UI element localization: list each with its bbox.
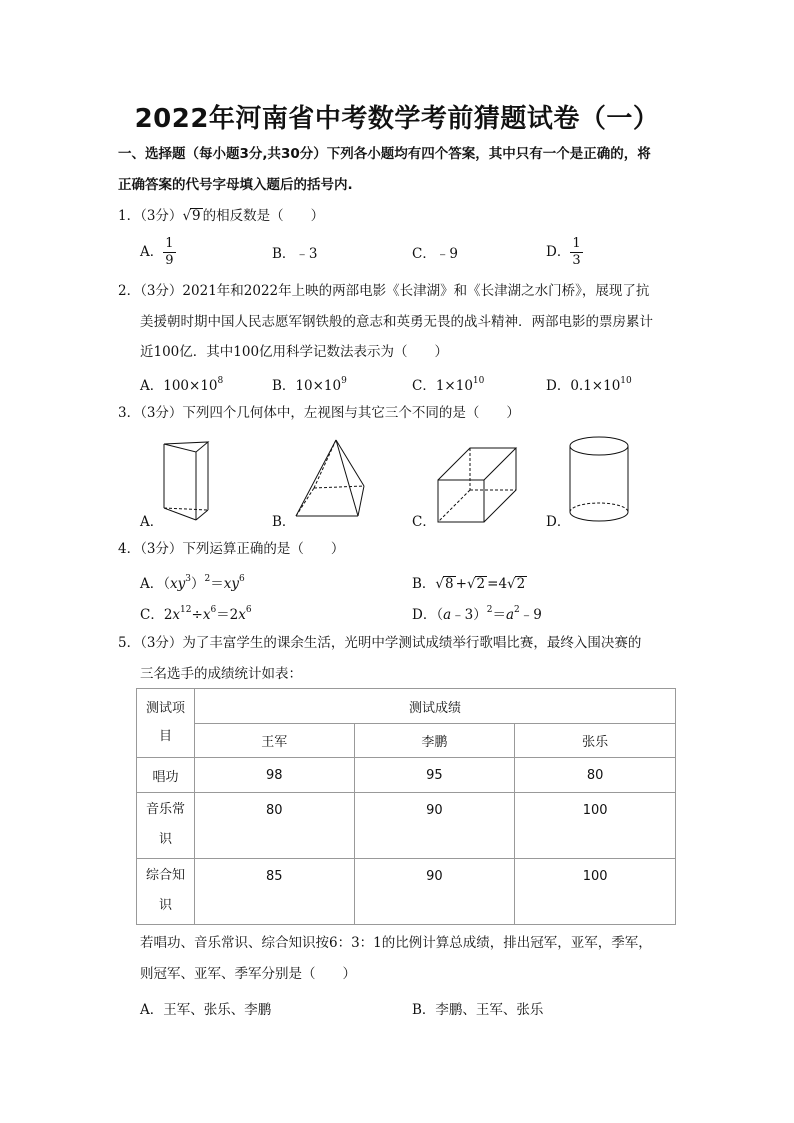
q2-c-exp: 10 xyxy=(472,376,485,386)
q4-c-var3: x xyxy=(238,607,246,623)
q4-c-var1: x xyxy=(172,607,181,623)
cylinder-figure xyxy=(566,434,632,526)
q4-option-a xyxy=(140,572,245,592)
q1-d-numerator: 1 xyxy=(572,236,581,251)
table-header-row-2 xyxy=(137,724,676,758)
table-corner-line-1: 测试项 xyxy=(145,701,185,716)
row-2-label-line-2: 识 xyxy=(158,832,172,847)
q4-a-mid: ） xyxy=(190,576,205,592)
question-4: 4．（3分）下列运算正确的是（ ） xyxy=(118,541,345,557)
q1-option-a-label: A． xyxy=(140,244,164,260)
q1-option-d xyxy=(546,236,583,269)
q1-option-d-fraction xyxy=(570,236,582,269)
q1-a-numerator: 1 xyxy=(165,236,174,251)
q4-a-exp1: 3 xyxy=(185,574,191,584)
row-1-label-line-1: 唱功 xyxy=(152,769,179,785)
table-row xyxy=(137,758,676,793)
question-2-line-3: 近100亿．其中100亿用科学记数法表示为（ ） xyxy=(140,344,449,360)
q1-option-a-fraction xyxy=(163,236,175,269)
q4-c-div: ÷ xyxy=(191,607,203,623)
table-cell: 80 xyxy=(515,758,676,793)
q5-option-b: B．李鹏、王军、张乐 xyxy=(412,1002,544,1018)
table-row-label xyxy=(137,758,195,793)
q3-option-a: A． xyxy=(140,514,164,530)
table-header-row-1 xyxy=(137,689,676,724)
q4-option-d xyxy=(412,603,542,623)
table-cell: 100 xyxy=(515,859,676,925)
q4-b-plus: + xyxy=(455,576,467,592)
cuboid-figure xyxy=(434,442,524,526)
q4-d-var2: a xyxy=(505,607,515,623)
q1-radicand: 9 xyxy=(192,208,201,224)
q2-option-a xyxy=(140,374,223,394)
question-5-after-1: 若唱功、音乐常识、综合知识按6：3：1的比例计算总成绩，排出冠军，亚军，季军， xyxy=(140,935,652,951)
q4-c-exp1: 12 xyxy=(180,605,192,615)
q4-d-eq: ＝ xyxy=(492,607,506,623)
table-cell: 95 xyxy=(354,758,515,793)
table-corner-line-2: 目 xyxy=(158,729,172,744)
q4-option-b xyxy=(412,572,527,592)
table-row-label xyxy=(137,793,195,859)
table-corner-cell xyxy=(137,689,195,758)
q5-option-a: A．王军、张乐、李鹏 xyxy=(140,1002,272,1018)
q4-b-eq: =4 xyxy=(487,576,508,592)
q4-a-var: xy xyxy=(170,576,186,592)
question-5-line-2: 三名选手的成绩统计如表： xyxy=(140,666,302,682)
q1-number: 1． xyxy=(118,208,141,224)
q4-d-pre: D．（ xyxy=(412,607,444,623)
q4-d-tail: ﹣9 xyxy=(519,607,542,623)
q2-b-base: B．10×10 xyxy=(272,378,342,394)
q2-a-base: A．100×10 xyxy=(140,378,218,394)
q4-b-sqrt-symbol-1: √ xyxy=(435,576,445,592)
table-cell: 85 xyxy=(194,859,354,925)
q4-c-exp2: 6 xyxy=(210,605,217,615)
q4-a-exp3: 6 xyxy=(238,574,245,584)
question-3: 3．（3分）下列四个几何体中，左视图与其它三个不同的是（ ） xyxy=(118,405,520,421)
row-3-label-line-1: 综合知 xyxy=(145,868,185,883)
triangular-prism-figure xyxy=(158,438,218,524)
q3-option-c: C． xyxy=(412,514,436,530)
q2-a-exp: 8 xyxy=(217,376,224,386)
question-2-line-1: 2．（3分）2021年和2022年上映的两部电影《长津湖》和《长津湖之水门桥》，展现了抗 xyxy=(118,283,650,299)
section-line-1: 一、选择题（每小题3分,共30分）下列各小题均有四个答案，其中只有一个是正确的，将 xyxy=(118,146,651,162)
question-5-line-1: 5．（3分）为了丰富学生的课余生活，光明中学测试成绩举行歌唱比赛，最终入围决赛的 xyxy=(118,635,642,651)
q4-d-mid: ﹣3） xyxy=(451,607,487,623)
q2-d-base: D．0.1×10 xyxy=(546,378,621,394)
q2-d-exp: 10 xyxy=(620,376,632,386)
q1-a-denominator: 9 xyxy=(165,253,174,268)
table-cell: 100 xyxy=(515,793,676,859)
q1-sqrt-symbol: √ xyxy=(182,208,192,224)
q1-option-d-label: D． xyxy=(546,244,571,260)
q1-option-a xyxy=(140,236,176,269)
q1-text: 的相反数是（ ） xyxy=(202,208,325,224)
q2-option-d xyxy=(546,374,632,394)
table-name-wangjun: 王军 xyxy=(194,724,354,758)
q1-points: （3分） xyxy=(140,208,183,224)
q4-b-sqrt-symbol-2: √ xyxy=(466,576,476,592)
question-1 xyxy=(118,201,678,231)
q2-option-c xyxy=(412,374,484,394)
q4-c-var2: x xyxy=(202,607,211,623)
table-cell: 90 xyxy=(354,859,515,925)
q4-b-radicand-3: 2 xyxy=(516,576,526,592)
q4-d-exp1: 2 xyxy=(486,605,493,615)
scores-table xyxy=(136,688,676,925)
table-cell: 98 xyxy=(194,758,354,793)
section-instructions xyxy=(118,139,678,201)
q4-d-var: a xyxy=(443,607,452,623)
q4-b-radicand-2: 2 xyxy=(476,576,486,592)
table-group-header: 测试成绩 xyxy=(194,689,675,724)
q4-a-eq: ＝ xyxy=(210,576,224,592)
row-3-label-line-2: 识 xyxy=(158,898,172,913)
q3-option-d: D． xyxy=(546,514,571,530)
row-2-label-line-1: 音乐常 xyxy=(145,802,185,817)
q1-option-b: B．﹣3 xyxy=(272,246,318,262)
q2-c-base: C．1×10 xyxy=(412,378,473,394)
page-title: 2022年河南省中考数学考前猜题试卷（一） xyxy=(134,104,660,134)
q4-option-c xyxy=(140,603,252,623)
q4-b-radicand-1: 8 xyxy=(445,576,454,592)
table-cell: 80 xyxy=(194,793,354,859)
q4-b-label: B． xyxy=(412,576,436,592)
q4-c-label: C．2 xyxy=(140,607,173,623)
q2-option-b xyxy=(272,374,347,394)
q2-b-exp: 9 xyxy=(341,376,347,386)
question-2-line-2: 美援朝时期中国人民志愿军钢铁般的意志和英勇无畏的战斗精神．两部电影的票房累计 xyxy=(140,314,653,330)
table-cell: 90 xyxy=(354,793,515,859)
pyramid-figure xyxy=(292,436,372,526)
q4-d-exp2: 2 xyxy=(514,605,520,615)
q1-option-c: C．﹣9 xyxy=(412,246,458,262)
q4-a-exp2: 2 xyxy=(204,574,211,584)
q1-d-denominator: 3 xyxy=(572,253,581,268)
table-name-zhangle: 张乐 xyxy=(515,724,676,758)
q4-c-exp3: 6 xyxy=(245,605,252,615)
q4-c-eq: ＝2 xyxy=(216,607,239,623)
q4-a-pre: A．（ xyxy=(140,576,170,592)
table-row xyxy=(137,793,676,859)
section-line-2: 正确答案的代号字母填入题后的括号内. xyxy=(118,177,353,193)
q4-b-sqrt-symbol-3: √ xyxy=(507,576,516,592)
question-5-after-2: 则冠军、亚军、季军分别是（ ） xyxy=(140,966,356,982)
q3-option-b: B． xyxy=(272,514,296,530)
table-name-lipeng: 李鹏 xyxy=(354,724,515,758)
table-row xyxy=(137,859,676,925)
q4-a-var2: xy xyxy=(223,576,239,592)
table-row-label xyxy=(137,859,195,925)
